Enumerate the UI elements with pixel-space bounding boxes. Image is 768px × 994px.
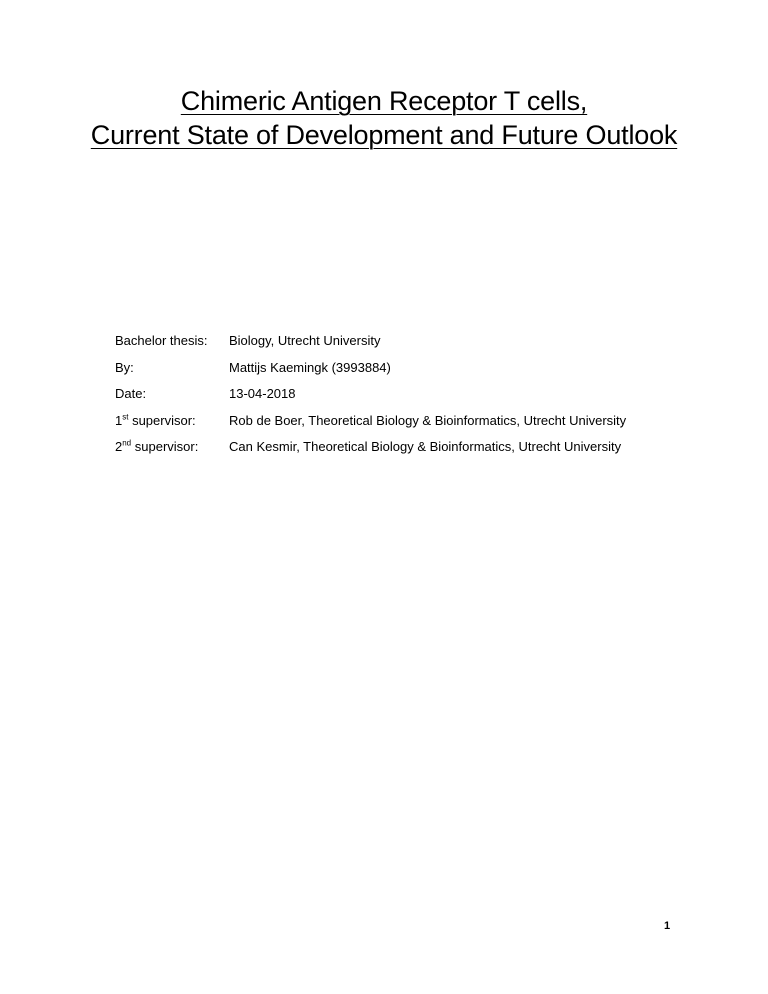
info-label: Date:: [115, 386, 147, 402]
info-row-bachelor-thesis: [115, 333, 626, 360]
title-line-1: Chimeric Antigen Receptor T cells,: [180, 86, 588, 116]
info-row-first-supervisor: [115, 413, 626, 440]
info-label: [115, 413, 229, 440]
label-text: supervisor:: [128, 412, 196, 428]
ordinal-number: 1: [115, 412, 123, 428]
info-value: 13-04-2018: [229, 386, 296, 402]
info-label: By:: [115, 359, 134, 375]
title-line-2: Current State of Development and Future Outlook: [90, 120, 678, 150]
thesis-info-table: [115, 333, 626, 466]
info-row-second-supervisor: [115, 439, 626, 466]
info-value: Can Kesmir, Theoretical Biology & Bioinformatics, Utrecht University: [229, 439, 622, 455]
ordinal-suffix: st: [122, 412, 129, 422]
ordinal-number: 2: [115, 439, 123, 455]
document-title: [0, 84, 768, 152]
info-value: Biology, Utrecht University: [229, 333, 381, 348]
info-label: Bachelor thesis:: [115, 333, 208, 348]
info-row-date: [115, 386, 626, 413]
page-number: 1: [664, 920, 671, 932]
label-text: supervisor:: [131, 439, 199, 455]
info-value: Rob de Boer, Theoretical Biology & Bioinformatics, Utrecht University: [229, 412, 627, 428]
ordinal-suffix: nd: [122, 439, 132, 449]
info-value: Mattijs Kaemingk (3993884): [229, 359, 391, 375]
info-label: [115, 439, 229, 466]
info-row-author: [115, 360, 626, 387]
